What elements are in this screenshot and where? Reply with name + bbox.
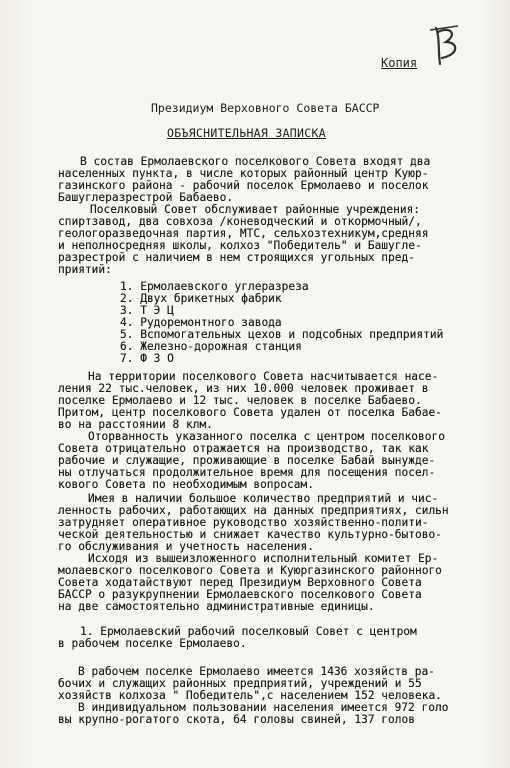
para3-line: На территории поселкового Совета насчитывается насе- — [88, 370, 439, 383]
enterprise-item: 2. Двух брикетных фабрик — [120, 292, 282, 305]
para1-line: Башуглеразрестрой Бабаево. — [58, 191, 234, 204]
para8-line: бочих и служащих районных предприятий, учреждений и 55 — [58, 677, 422, 690]
enterprise-item: 5. Вспомогательных цехов и подсобных предприятий — [120, 328, 444, 341]
para4-line: рабочие и служащие, проживающие в поселке Бабай вынужде- — [58, 454, 436, 467]
para2-line: и неполносредняя школы, колхоз "Победитель" и Башугле- — [58, 239, 422, 252]
copy-label: Копия — [381, 56, 418, 70]
para7-line: в рабочем поселке Ермолаево. — [58, 637, 247, 650]
para2-line: разрестрой с наличием в нем строящихся угольных пред- — [58, 251, 415, 264]
para5-line: затрудняет оперативное руководство хозяйственно-полити- — [58, 516, 429, 529]
enterprise-item: 7. Ф З О — [120, 352, 174, 365]
para5-line: ленность рабочих, работающих на данных предприятиях, сильн — [58, 504, 449, 517]
enterprise-item: 4. Рудоремонтного завода — [120, 316, 282, 329]
para8-line: вы крупно-рогатого скота, 64 головы свиней, 137 голов — [58, 713, 415, 726]
para4-line: Оторванность указанного поселка с центром поселкового — [88, 430, 445, 443]
para2-line: геологоразведочная партия, МТС, сельхозтехникум,средняя — [58, 227, 429, 240]
para4-line: Совета отрицательно отражается на производство, так как — [58, 442, 429, 455]
para1-line: населенных пункта, в числе которых районный центр Куюр- — [58, 167, 429, 180]
para3-line: Притом, центр поселкового Совета удален от поселка Бабае- — [58, 406, 442, 419]
para4-line: кового Совета по необходимым вопросам. — [58, 478, 314, 491]
para1-line: газинского района - рабочий поселок Ермолаево и поселок — [58, 179, 429, 192]
para5-line: ческой деятельностью и снижает качество культурно-бытово- — [58, 528, 442, 541]
para4-line: ны отлучаться продолжительное время для посещения посел- — [58, 466, 436, 479]
para6-line: Совета ходатайствуют перед Президиум Верховного Совета — [58, 576, 422, 589]
para6-line: Исходя из вышеизложенного исполнительный комитет Ер- — [88, 552, 439, 565]
addressee-title: Президиум Верховного Совета БАССР — [151, 101, 380, 115]
handwritten-mark-icon — [428, 24, 468, 68]
para3-line: поселке Ермолаево и 12 тыс. человек в поселке Бабаево. — [58, 394, 422, 407]
para1-line: В состав Ермолаевского поселкового Совета входят два — [80, 155, 431, 168]
enterprise-item: 3. Т Э Ц — [120, 304, 174, 317]
para7-line: 1. Ермолаевский рабочий поселковый Совет с центром — [80, 625, 417, 638]
para8-line: В рабочем поселке Ермолаево имеется 1436 хозяйств ра- — [78, 665, 435, 678]
para3-line: ления 22 тыс.человек, из них 10.000 человек проживает в — [58, 382, 429, 395]
para2-line: Поселковый Совет обслуживает районные учреждения: — [90, 203, 421, 216]
enterprise-item: 6. Железно-дорожная станция — [120, 340, 302, 353]
para8-line: В индивидуальном пользовании населения имеется 972 голо — [78, 701, 449, 714]
para3-line: во на расстоянии 8 клм. — [58, 418, 213, 431]
para6-line: БАССР о разукрупнении Ермолаевского поселкового Совета — [58, 588, 422, 601]
para5-line: Имея в наличии большое количество предприятий и чис- — [88, 492, 439, 505]
para2-line: приятий: — [58, 263, 112, 276]
para8-line: хозяйств колхоза " Победитель",с населением 152 человека. — [58, 689, 442, 702]
document-title: ОБЪЯСНИТЕЛЬНАЯ ЗАПИСКА — [167, 126, 326, 140]
para5-line: го обслуживания и учетность населения. — [58, 540, 314, 553]
para6-line: на две самостоятельно административные единицы. — [58, 600, 375, 613]
para2-line: спиртзавод, два совхоза /коневодческий и откормочный/, — [58, 215, 422, 228]
para6-line: молаевского поселкового Совета и Куюргазинского районного — [58, 564, 442, 577]
enterprise-item: 1. Ермолаевского углеразреза — [120, 280, 309, 293]
